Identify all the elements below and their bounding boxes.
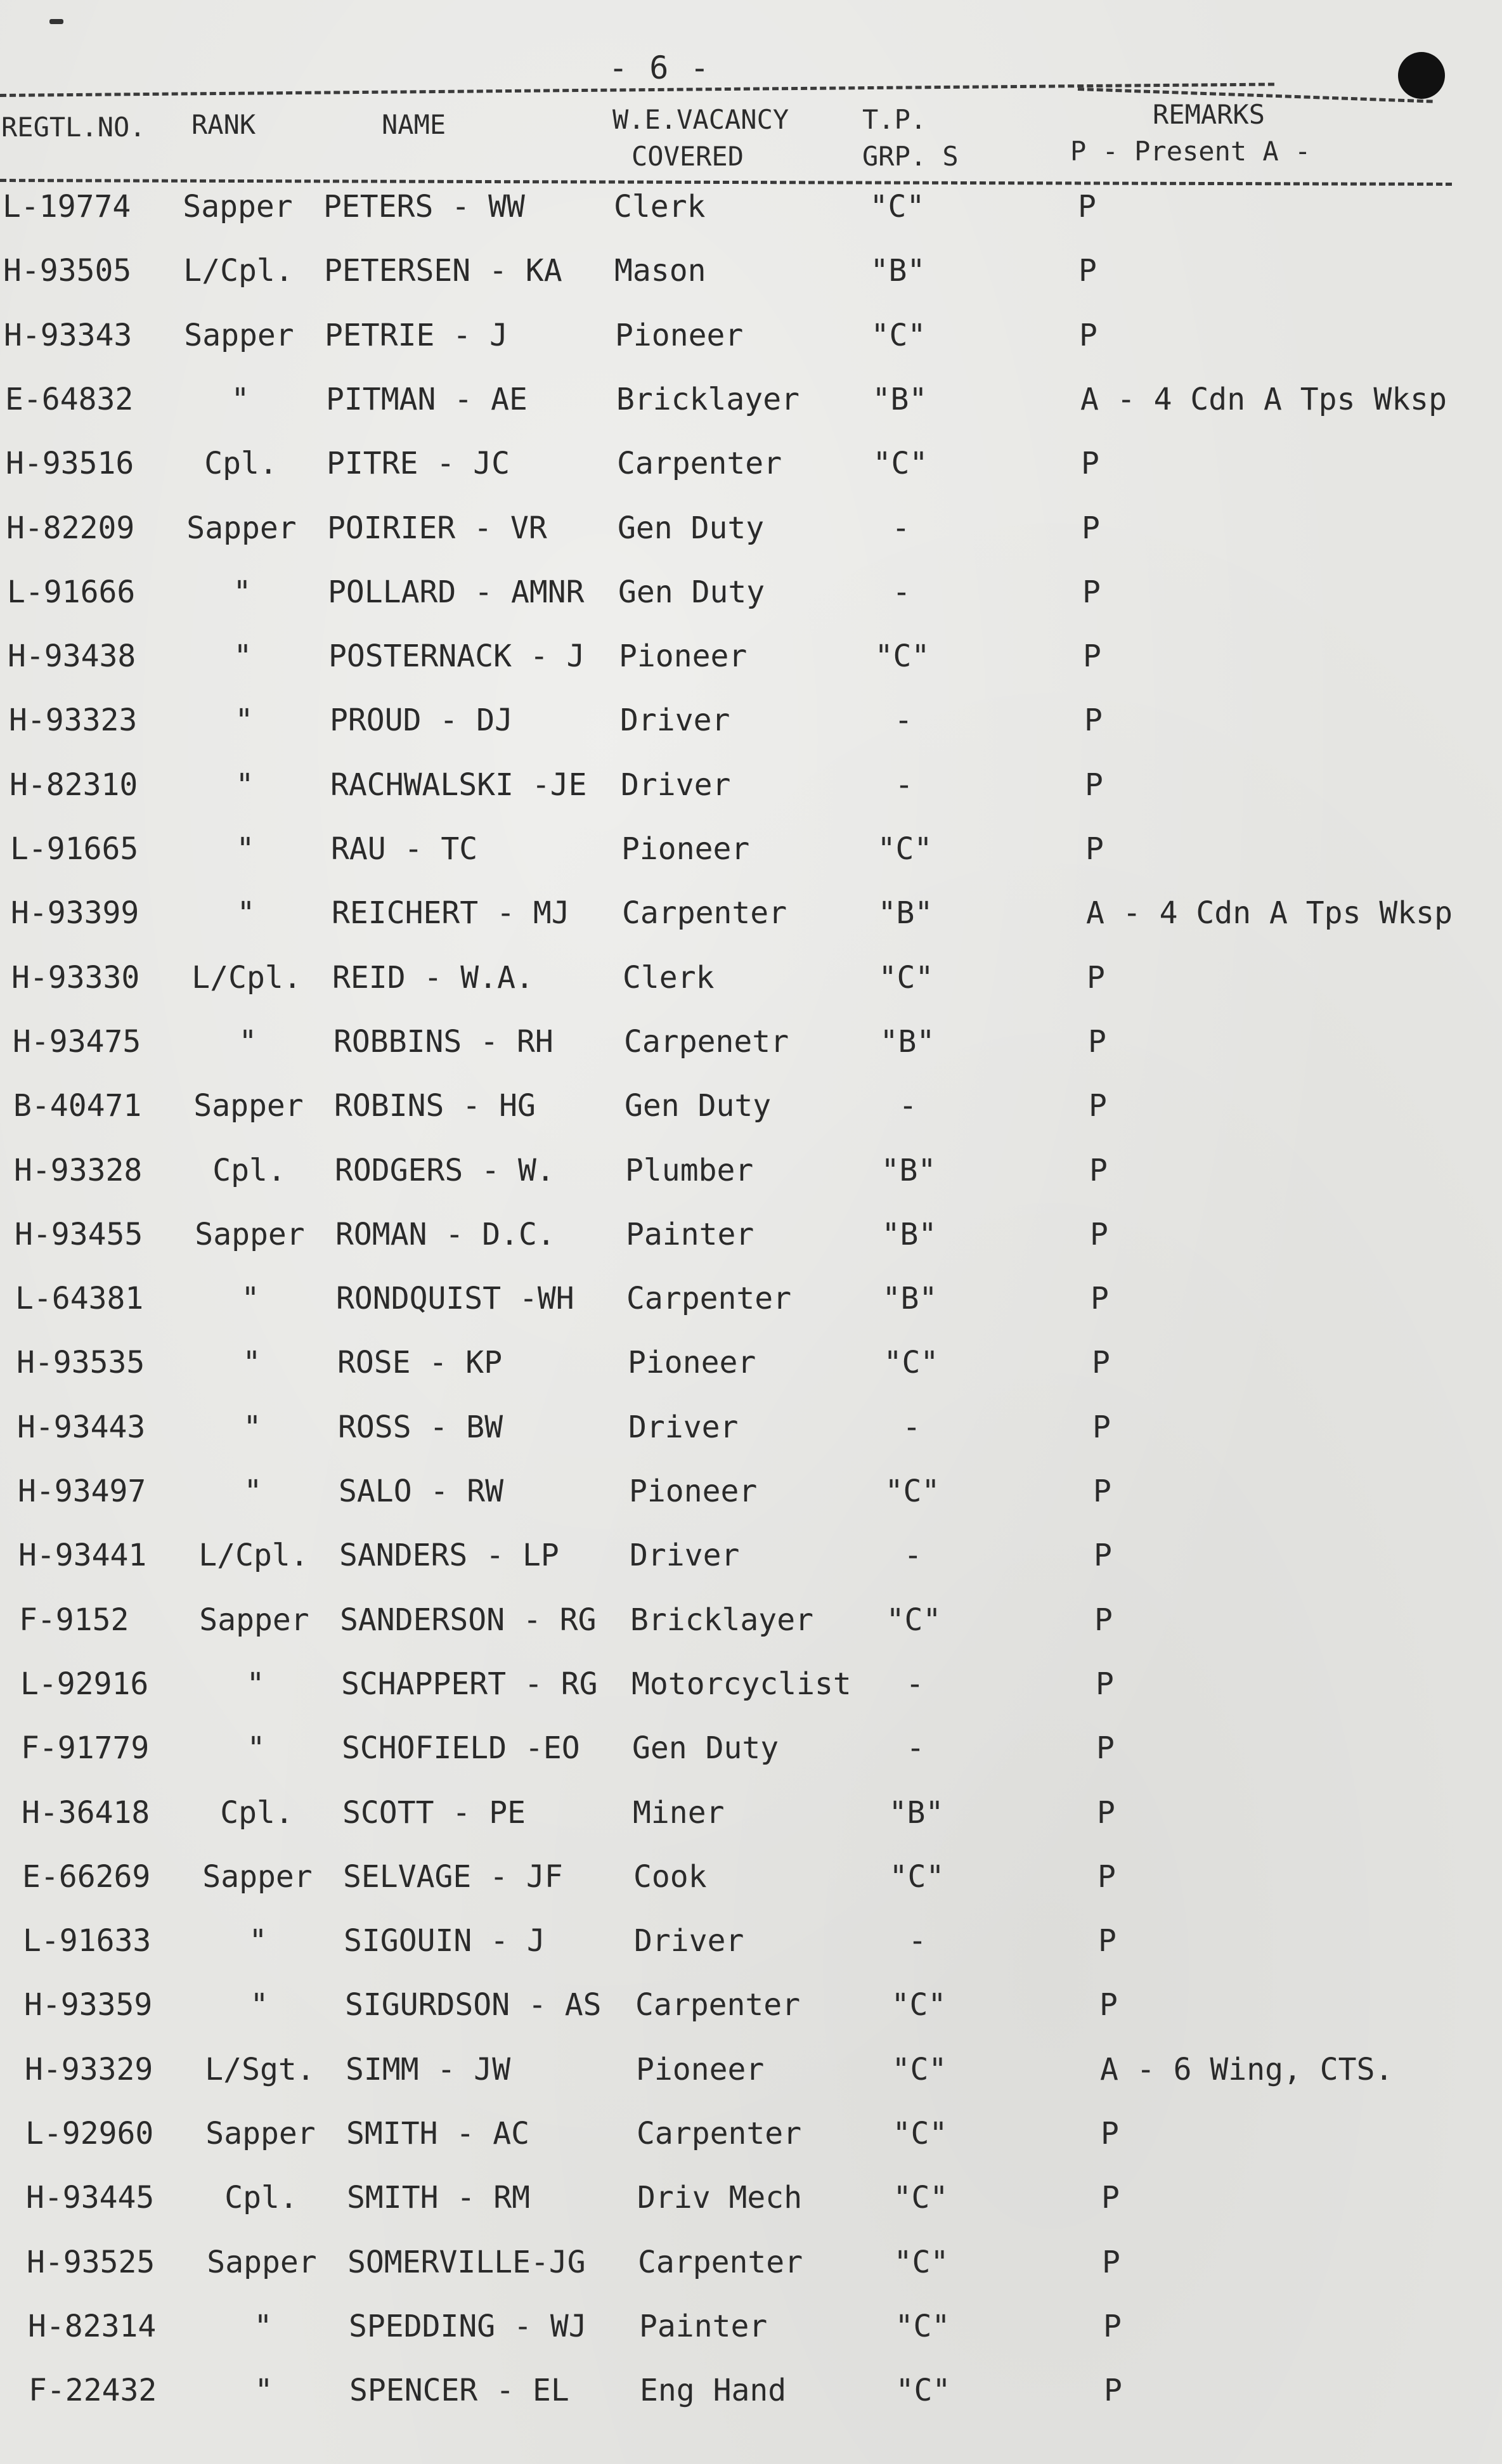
- tp-grp-cell: -: [905, 1666, 924, 1702]
- remarks-cell: P: [1079, 317, 1097, 353]
- vacancy-cell: Carpenter: [637, 2116, 802, 2151]
- regtl-no-cell: F-9152: [19, 1602, 129, 1638]
- rank-cell: ": [243, 1474, 262, 1509]
- vacancy-cell: Painter: [626, 1216, 754, 1252]
- regtl-no-cell: H-82314: [28, 2308, 157, 2344]
- name-cell: SPEDDING - WJ: [349, 2308, 587, 2344]
- vacancy-cell: Painter: [639, 2308, 768, 2344]
- rank-cell: ": [233, 574, 252, 610]
- header-bottom-rule: [0, 179, 1452, 186]
- tp-grp-cell: "B": [877, 895, 933, 931]
- table-row: [0, 510, 1502, 574]
- regtl-no-cell: L-64381: [15, 1281, 144, 1317]
- rank-cell: ": [250, 1987, 269, 2023]
- rank-cell: ": [254, 2373, 273, 2409]
- table-row: [0, 1217, 1502, 1280]
- rank-cell: ": [235, 703, 254, 739]
- vacancy-cell: Gen Duty: [618, 574, 765, 610]
- tp-grp-cell: "B": [872, 381, 928, 417]
- regtl-no-cell: H-93441: [18, 1538, 147, 1574]
- header-tp-grp: [862, 101, 959, 175]
- remarks-cell: P: [1083, 639, 1101, 675]
- regtl-no-cell: H-36418: [22, 1794, 150, 1831]
- rank-cell: ": [246, 1666, 265, 1702]
- table-row: [0, 446, 1502, 509]
- tp-grp-cell: "C": [877, 831, 933, 867]
- header-regtl-no: REGTL.NO.: [1, 112, 146, 143]
- vacancy-cell: Pioneer: [636, 2051, 765, 2087]
- tp-grp-cell: -: [894, 703, 913, 739]
- rank-cell: L/Cpl.: [198, 1538, 309, 1574]
- remarks-cell: P: [1089, 1088, 1107, 1124]
- remarks-cell: P: [1096, 1666, 1114, 1702]
- vacancy-cell: Carpenter: [626, 1281, 792, 1317]
- tp-grp-cell: "C": [878, 959, 934, 995]
- table-row: [0, 1345, 1502, 1408]
- regtl-no-cell: H-93455: [15, 1216, 143, 1252]
- regtl-no-cell: E-64832: [5, 381, 134, 417]
- vacancy-cell: Bricklayer: [616, 381, 800, 417]
- remarks-cell: P: [1092, 1345, 1110, 1381]
- rank-cell: Sapper: [207, 2244, 317, 2280]
- header-tp-line2: GRP. S: [862, 141, 959, 172]
- name-cell: PITRE - JC: [327, 446, 510, 482]
- vacancy-cell: Gen Duty: [625, 1088, 772, 1124]
- remarks-cell: A - 4 Cdn A Tps Wksp: [1086, 895, 1453, 931]
- table-row: [0, 1410, 1502, 1473]
- regtl-no-cell: H-93323: [9, 703, 138, 739]
- rank-cell: ": [241, 1281, 260, 1317]
- tp-grp-cell: "C": [891, 1987, 947, 2023]
- tp-grp-cell: "C": [883, 1345, 939, 1381]
- remarks-cell: P: [1094, 1538, 1112, 1574]
- rank-cell: ": [235, 767, 254, 803]
- regtl-no-cell: L-91633: [23, 1923, 152, 1959]
- table-row: [0, 960, 1502, 1023]
- vacancy-cell: Driver: [630, 1538, 740, 1574]
- name-cell: SPENCER - EL: [349, 2373, 569, 2409]
- name-cell: SCHOFIELD -EO: [342, 1730, 580, 1767]
- vacancy-cell: Carpenter: [617, 446, 782, 482]
- table-row: [0, 1730, 1502, 1794]
- rank-cell: L/Cpl.: [183, 253, 294, 289]
- vacancy-cell: Driv Mech: [637, 2180, 803, 2216]
- tp-grp-cell: "C": [874, 639, 930, 675]
- regtl-no-cell: L-91666: [7, 574, 136, 610]
- regtl-no-cell: F-22432: [29, 2373, 157, 2409]
- tp-grp-cell: "C": [892, 2116, 948, 2151]
- remarks-cell: P: [1087, 959, 1105, 995]
- table-row: [0, 1088, 1502, 1151]
- name-cell: PROUD - DJ: [330, 703, 513, 739]
- header-remarks-line1: REMARKS: [1153, 99, 1266, 130]
- tp-grp-cell: "B": [882, 1281, 938, 1317]
- remarks-cell: P: [1085, 831, 1104, 867]
- header-rank: RANK: [191, 109, 256, 140]
- remarks-cell: A - 4 Cdn A Tps Wksp: [1080, 381, 1447, 417]
- tp-grp-cell: "C": [872, 446, 928, 482]
- name-cell: ROBBINS - RH: [333, 1023, 554, 1060]
- tp-grp-cell: -: [908, 1923, 927, 1959]
- name-cell: REICHERT - MJ: [332, 895, 570, 931]
- table-row: [0, 2180, 1502, 2243]
- rank-cell: ": [254, 2308, 273, 2344]
- table-row: [0, 2309, 1502, 2372]
- regtl-no-cell: H-93343: [4, 317, 133, 353]
- regtl-no-cell: H-93399: [11, 895, 139, 931]
- vacancy-cell: Pioneer: [619, 639, 748, 675]
- regtl-no-cell: H-93516: [6, 446, 134, 482]
- remarks-cell: P: [1096, 1730, 1115, 1767]
- rank-cell: Cpl.: [212, 1152, 286, 1188]
- name-cell: SMITH - AC: [346, 2116, 529, 2151]
- table-row: [0, 253, 1502, 316]
- regtl-no-cell: F-91779: [21, 1730, 150, 1767]
- remarks-cell: P: [1088, 1023, 1106, 1060]
- vacancy-cell: Gen Duty: [632, 1730, 779, 1767]
- table-row: [0, 1602, 1502, 1666]
- remarks-cell: P: [1097, 1794, 1115, 1831]
- remarks-cell: P: [1091, 1281, 1109, 1317]
- regtl-no-cell: L-19774: [3, 189, 131, 224]
- name-cell: ROBINS - HG: [334, 1088, 536, 1124]
- vacancy-cell: Pioneer: [621, 831, 750, 867]
- rank-cell: Cpl.: [224, 2180, 298, 2216]
- remarks-cell: P: [1084, 703, 1103, 739]
- table-row: [0, 1795, 1502, 1858]
- name-cell: SMITH - RM: [347, 2180, 530, 2216]
- tp-grp-cell: -: [891, 510, 910, 546]
- tp-grp-cell: "C": [893, 2180, 948, 2216]
- tp-grp-cell: "B": [870, 253, 926, 289]
- rank-cell: Sapper: [205, 2116, 316, 2151]
- regtl-no-cell: H-93359: [24, 1987, 153, 2023]
- regtl-no-cell: H-93445: [26, 2180, 155, 2216]
- remarks-cell: P: [1082, 510, 1100, 546]
- name-cell: SCOTT - PE: [342, 1794, 526, 1831]
- regtl-no-cell: H-93475: [13, 1023, 141, 1060]
- name-cell: SCHAPPERT - RG: [341, 1666, 598, 1702]
- vacancy-cell: Cook: [633, 1858, 707, 1895]
- remarks-cell: P: [1085, 767, 1103, 803]
- vacancy-cell: Carpenetr: [624, 1023, 789, 1060]
- vacancy-cell: Bricklayer: [630, 1602, 813, 1638]
- regtl-no-cell: H-93328: [14, 1152, 143, 1188]
- name-cell: SELVAGE - JF: [343, 1858, 563, 1895]
- remarks-cell: P: [1101, 2116, 1119, 2151]
- vacancy-cell: Driver: [621, 767, 731, 803]
- tp-grp-cell: "C": [884, 1474, 940, 1509]
- vacancy-cell: Pioneer: [629, 1474, 758, 1509]
- vacancy-cell: Driver: [634, 1923, 744, 1959]
- tp-grp-cell: -: [903, 1538, 923, 1574]
- rank-cell: Cpl.: [204, 446, 278, 482]
- header-name: NAME: [382, 109, 446, 140]
- vacancy-cell: Eng Hand: [640, 2373, 787, 2409]
- name-cell: ROMAN - D.C.: [335, 1216, 555, 1252]
- rank-cell: Sapper: [183, 189, 293, 224]
- regtl-no-cell: H-93438: [8, 639, 136, 675]
- name-cell: PETERS - WW: [323, 189, 525, 224]
- rank-cell: Sapper: [199, 1602, 309, 1638]
- rank-cell: Sapper: [202, 1858, 313, 1895]
- vacancy-cell: Clerk: [614, 189, 706, 224]
- name-cell: SIGOUIN - J: [344, 1923, 545, 1959]
- name-cell: ROSE - KP: [337, 1345, 503, 1381]
- rank-cell: Sapper: [195, 1216, 305, 1252]
- regtl-no-cell: H-93443: [17, 1409, 146, 1445]
- remarks-cell: P: [1082, 574, 1101, 610]
- vacancy-cell: Pioneer: [628, 1345, 756, 1381]
- table-row: [0, 1153, 1502, 1216]
- table-row: [0, 2373, 1502, 2436]
- rank-cell: Sapper: [184, 317, 294, 353]
- remarks-cell: P: [1094, 1602, 1113, 1638]
- tp-grp-cell: "C": [869, 189, 925, 224]
- header-remarks-line2: P - Present A -: [1070, 136, 1311, 167]
- remarks-cell: A - 6 Wing, CTS.: [1100, 2051, 1394, 2087]
- name-cell: POLLARD - AMNR: [328, 574, 585, 610]
- tp-grp-cell: "C": [871, 317, 926, 353]
- regtl-no-cell: H-93329: [25, 2051, 153, 2087]
- table-row: [0, 1923, 1502, 1987]
- tp-grp-cell: -: [902, 1409, 921, 1445]
- tp-grp-cell: "C": [895, 2373, 951, 2409]
- table-row: [0, 1987, 1502, 2051]
- name-cell: POIRIER - VR: [327, 510, 547, 546]
- regtl-no-cell: B-40471: [13, 1088, 142, 1124]
- vacancy-cell: Motorcyclist: [631, 1666, 851, 1702]
- header-remarks: [1070, 96, 1311, 170]
- regtl-no-cell: H-93330: [11, 959, 140, 995]
- remarks-cell: P: [1089, 1152, 1108, 1188]
- rank-cell: ": [236, 831, 255, 867]
- remarks-cell: P: [1093, 1474, 1111, 1509]
- table-row: [0, 1859, 1502, 1923]
- header-vacancy-line1: W.E.VACANCY: [612, 104, 789, 135]
- table-row: [0, 1281, 1502, 1344]
- remarks-cell: P: [1102, 2244, 1120, 2280]
- vacancy-cell: Carpenter: [635, 1987, 801, 2023]
- tp-grp-cell: "C": [889, 1858, 945, 1895]
- vacancy-cell: Driver: [620, 703, 730, 739]
- header-tp-line1: T.P.: [862, 104, 927, 135]
- tp-grp-cell: "C": [891, 2051, 947, 2087]
- table-row: [0, 831, 1502, 895]
- tp-grp-cell: "C": [886, 1602, 942, 1638]
- table-row: [0, 318, 1502, 381]
- remarks-cell: P: [1081, 446, 1099, 482]
- remarks-cell: P: [1099, 1987, 1118, 2023]
- rank-cell: ": [233, 639, 252, 675]
- punch-hole: [1398, 52, 1445, 99]
- name-cell: PETERSEN - KA: [324, 253, 562, 289]
- table-row: [0, 574, 1502, 638]
- tp-grp-cell: "C": [893, 2244, 949, 2280]
- rank-cell: L/Cpl.: [191, 959, 302, 995]
- name-cell: RODGERS - W.: [335, 1152, 555, 1188]
- header-vacancy: [612, 101, 789, 175]
- regtl-no-cell: H-93505: [3, 253, 132, 289]
- vacancy-cell: Pioneer: [615, 317, 744, 353]
- remarks-cell: P: [1092, 1409, 1111, 1445]
- remarks-cell: P: [1097, 1858, 1116, 1895]
- table-row: [0, 382, 1502, 445]
- vacancy-cell: Miner: [633, 1794, 725, 1831]
- rank-cell: ": [231, 381, 250, 417]
- name-cell: ROSS - BW: [338, 1409, 503, 1445]
- rank-cell: Cpl.: [220, 1794, 294, 1831]
- rank-cell: Sapper: [186, 510, 297, 546]
- table-row: [0, 1666, 1502, 1730]
- remarks-cell: P: [1101, 2180, 1120, 2216]
- name-cell: POSTERNACK - J: [328, 639, 585, 675]
- rank-cell: ": [236, 895, 256, 931]
- table-row: [0, 189, 1502, 252]
- table-row: [0, 895, 1502, 959]
- name-cell: RAU - TC: [331, 831, 478, 867]
- remarks-cell: P: [1104, 2373, 1122, 2409]
- table-row: [0, 2116, 1502, 2179]
- regtl-no-cell: H-93497: [18, 1474, 146, 1509]
- table-row: [0, 1538, 1502, 1601]
- table-row: [0, 2245, 1502, 2308]
- table-row: [0, 703, 1502, 766]
- tp-grp-cell: -: [898, 1088, 917, 1124]
- tp-grp-cell: -: [895, 767, 914, 803]
- vacancy-cell: Carpenter: [622, 895, 787, 931]
- vacancy-cell: Clerk: [623, 959, 715, 995]
- regtl-no-cell: H-82209: [6, 510, 135, 546]
- rank-cell: Sapper: [193, 1088, 304, 1124]
- regtl-no-cell: L-92960: [25, 2116, 154, 2151]
- name-cell: SANDERSON - RG: [340, 1602, 597, 1638]
- vacancy-cell: Carpenter: [638, 2244, 803, 2280]
- name-cell: SOMERVILLE-JG: [347, 2244, 586, 2280]
- tp-grp-cell: "B": [881, 1216, 937, 1252]
- tp-grp-cell: "B": [881, 1152, 936, 1188]
- tp-grp-cell: -: [906, 1730, 925, 1767]
- remarks-cell: P: [1078, 253, 1097, 289]
- tp-grp-cell: -: [892, 574, 911, 610]
- name-cell: RONDQUIST -WH: [336, 1281, 574, 1317]
- regtl-no-cell: H-93535: [16, 1345, 145, 1381]
- name-cell: SANDERS - LP: [339, 1538, 559, 1574]
- remarks-cell: P: [1090, 1216, 1108, 1252]
- page-number: - 6 -: [609, 49, 711, 86]
- rank-cell: L/Sgt.: [205, 2051, 315, 2087]
- remarks-cell: P: [1103, 2308, 1122, 2344]
- regtl-no-cell: L-91665: [10, 831, 139, 867]
- name-cell: SIGURDSON - AS: [345, 1987, 602, 2023]
- vacancy-cell: Gen Duty: [618, 510, 765, 546]
- rank-cell: ": [238, 1023, 257, 1060]
- table-row: [0, 1474, 1502, 1537]
- name-cell: PETRIE - J: [325, 317, 508, 353]
- name-cell: REID - W.A.: [332, 959, 534, 995]
- vacancy-cell: Driver: [628, 1409, 739, 1445]
- regtl-no-cell: H-82310: [10, 767, 138, 803]
- rank-cell: ": [247, 1730, 266, 1767]
- header-vacancy-line2: COVERED: [631, 141, 744, 172]
- table-row: [0, 1024, 1502, 1087]
- tp-grp-cell: "B": [879, 1023, 935, 1060]
- remarks-cell: P: [1078, 189, 1096, 224]
- table-row: [0, 767, 1502, 831]
- remarks-cell: P: [1098, 1923, 1117, 1959]
- rank-cell: ": [242, 1345, 261, 1381]
- table-row: [0, 639, 1502, 702]
- vacancy-cell: Plumber: [625, 1152, 754, 1188]
- tp-grp-cell: "C": [895, 2308, 950, 2344]
- regtl-no-cell: E-66269: [22, 1858, 151, 1895]
- name-cell: SIMM - JW: [346, 2051, 511, 2087]
- rank-cell: ": [243, 1409, 262, 1445]
- ink-mark: [49, 19, 63, 24]
- regtl-no-cell: L-92916: [20, 1666, 149, 1702]
- vacancy-cell: Mason: [614, 253, 706, 289]
- name-cell: RACHWALSKI -JE: [330, 767, 587, 803]
- rank-cell: ": [249, 1923, 268, 1959]
- name-cell: SALO - RW: [339, 1474, 504, 1509]
- regtl-no-cell: H-93525: [27, 2244, 155, 2280]
- tp-grp-cell: "B": [888, 1794, 944, 1831]
- name-cell: PITMAN - AE: [326, 381, 528, 417]
- table-row: [0, 2052, 1502, 2115]
